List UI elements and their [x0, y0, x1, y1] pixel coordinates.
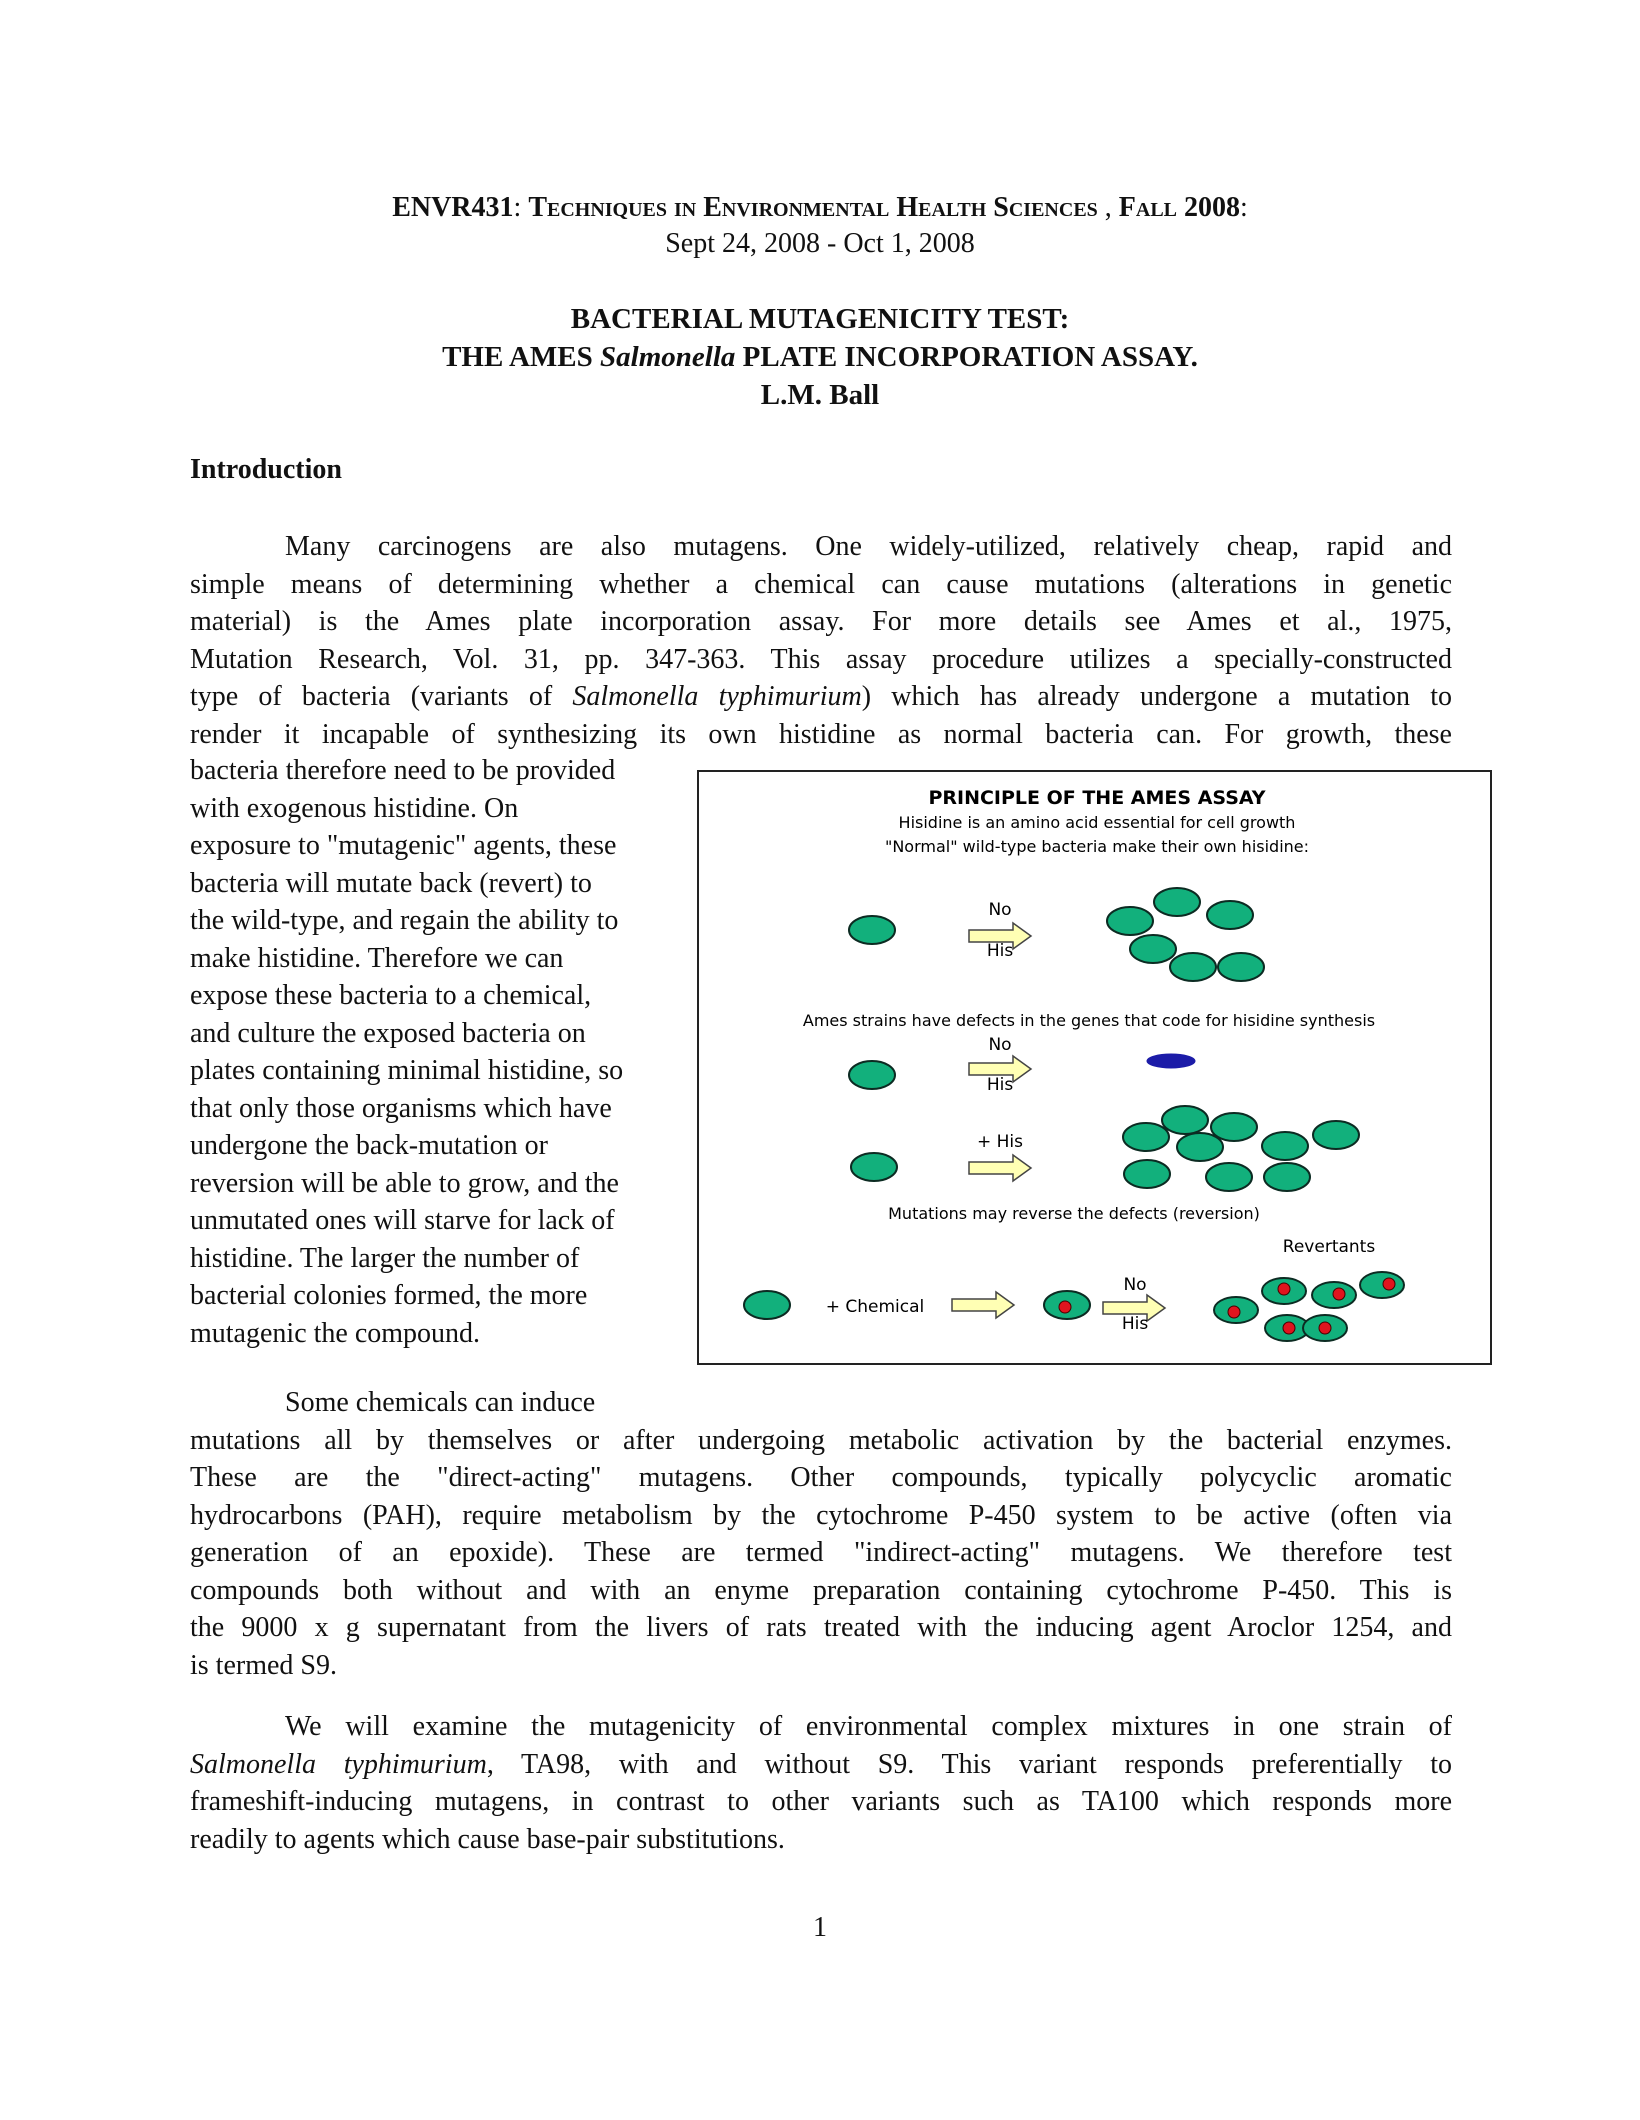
revertant-colony	[1214, 1272, 1404, 1341]
para2-line: These are the "direct-acting" mutagens. Other compounds, typically polycyclic aromatic	[190, 1462, 1452, 1493]
para2-line: Some chemicals can induce	[285, 1387, 596, 1418]
left-column-line: unmutated ones will starve for lack of	[190, 1205, 615, 1236]
arrow-icon	[952, 1292, 1014, 1318]
mutations-text: Mutations may reverse the defects (reversion)	[888, 1204, 1260, 1223]
para1-line: Mutation Research, Vol. 31, pp. 347-363. This assay procedure utilizes a specially-constructed	[190, 643, 1452, 675]
arrow-label-his: His	[986, 941, 1014, 961]
left-column-line: mutagenic the compound.	[190, 1317, 481, 1349]
ames-diagram	[699, 772, 1494, 1367]
ames-strain-bacterium	[744, 1291, 790, 1319]
paragraph-2	[190, 1384, 1452, 1684]
para3-line: frameshift-inducing mutagens, in contrast to other variants such as TA100 which responds more	[190, 1786, 1452, 1817]
left-column-line: bacterial colonies formed, the more	[190, 1280, 588, 1311]
arrow-label-his: His	[1121, 1314, 1149, 1334]
left-column-line: histidine. The larger the number of	[190, 1242, 580, 1274]
bacteria-colony	[1107, 888, 1264, 981]
course-code: ENVR431	[392, 192, 514, 223]
left-column-line: bacteria will mutate back (revert) to	[190, 867, 592, 899]
para2-line: hydrocarbons (PAH), require metabolism by the cytochrome P-450 system to be active (often via	[190, 1499, 1452, 1531]
arrow-label-his: His	[986, 1075, 1014, 1095]
left-column-line: exposure to "mutagenic" agents, these	[190, 830, 617, 861]
para1-line: render it incapable of synthesizing its own histidine as normal bacteria can. For growth, these	[190, 718, 1452, 750]
bacteria-colony	[1123, 1106, 1359, 1191]
author: L.M. Ball	[760, 379, 880, 411]
left-column-line: make histidine. Therefore we can	[190, 942, 564, 974]
para3-line: We will examine the mutagenicity of environmental complex mixtures in one strain of	[285, 1711, 1452, 1742]
para1-line: material) is the Ames plate incorporation assay. For more details see Ames et al., 1975,	[190, 606, 1452, 637]
para1-line: Many carcinogens are also mutagens. One widely-utilized, relatively cheap, rapid and	[285, 531, 1452, 562]
left-column-line: bacteria therefore need to be provided	[190, 755, 616, 786]
para2-line: is termed S9.	[190, 1649, 337, 1681]
title-italic: Salmonella	[600, 341, 736, 373]
paragraph-3	[190, 1708, 1452, 1858]
para2-line: mutations all by themselves or after undergoing metabolic activation by the bacterial enzymes.	[190, 1424, 1452, 1456]
left-column-line: with exogenous histidine. On	[190, 792, 519, 824]
ames-strain-bacterium	[851, 1153, 897, 1181]
para2-line: generation of an epoxide). These are termed "indirect-acting" mutagens. We therefore test	[190, 1537, 1452, 1568]
dead-bacterium	[1147, 1054, 1195, 1068]
course-header: ENVR431: Techniques in Environmental Health Sciences , Fall 2008:	[392, 192, 1248, 223]
para2-line: compounds both without and with an enyme preparation containing cytochrome P-450. This is	[190, 1574, 1452, 1606]
mutated-bacterium	[1044, 1291, 1090, 1319]
left-column-line: reversion will be able to grow, and the	[190, 1167, 619, 1199]
left-column-line: undergone the back-mutation or	[190, 1130, 548, 1161]
title-line-2: THE AMES Salmonella PLATE INCORPORATION ASSAY.	[442, 341, 1198, 373]
revertants-label: Revertants	[1282, 1237, 1376, 1257]
para1-line: simple means of determining whether a chemical can cause mutations (alterations in genetic	[190, 568, 1452, 600]
course-dates: Sept 24, 2008 - Oct 1, 2008	[665, 228, 975, 259]
para3-line: Salmonella typhimurium, TA98, with and without S9. This variant responds preferentially to	[190, 1748, 1452, 1780]
arrow-icon	[969, 1155, 1031, 1181]
figure-title: PRINCIPLE OF THE AMES ASSAY	[928, 787, 1266, 809]
para2-line: the 9000 x g supernatant from the livers of rats treated with the inducing agent Aroclor 1254, and	[190, 1612, 1452, 1643]
figure-subtitle-2: "Normal" wild-type bacteria make their own hisidine:	[884, 837, 1310, 856]
arrow-label-no: No	[988, 1035, 1012, 1055]
course-title: Techniques in Environmental Health Sciences	[528, 192, 1098, 223]
left-column-text	[190, 752, 680, 1352]
left-column-line: the wild-type, and regain the ability to	[190, 905, 619, 936]
arrow-label-no: No	[988, 900, 1012, 920]
ames-defects-text: Ames strains have defects in the genes that code for hisidine synthesis	[802, 1011, 1376, 1030]
ames-assay-figure	[697, 770, 1492, 1365]
left-column-line: and culture the exposed bacteria on	[190, 1017, 586, 1049]
page-number: 1	[813, 1912, 827, 1943]
plus-chemical-label: + Chemical	[825, 1297, 925, 1317]
ames-strain-bacterium	[849, 1061, 895, 1089]
para3-line: readily to agents which cause base-pair substitutions.	[190, 1823, 785, 1855]
course-term: Fall 2008	[1118, 192, 1241, 223]
title-line-1: BACTERIAL MUTAGENICITY TEST:	[570, 303, 1070, 335]
arrow-label-no: No	[1123, 1275, 1147, 1295]
arrow-label-plus-his: + His	[976, 1132, 1024, 1152]
left-column-line: expose these bacteria to a chemical,	[190, 980, 592, 1011]
paragraph-1	[190, 528, 1452, 753]
figure-subtitle-1: Hisidine is an amino acid essential for cell growth	[898, 813, 1296, 832]
left-column-line: plates containing minimal histidine, so	[190, 1055, 624, 1086]
para1-line: type of bacteria (variants of Salmonella typhimurium) which has already undergone a mutation to	[190, 681, 1452, 712]
wild-type-bacterium	[849, 916, 895, 944]
section-heading: Introduction	[190, 454, 342, 485]
left-column-line: that only those organisms which have	[190, 1092, 612, 1124]
